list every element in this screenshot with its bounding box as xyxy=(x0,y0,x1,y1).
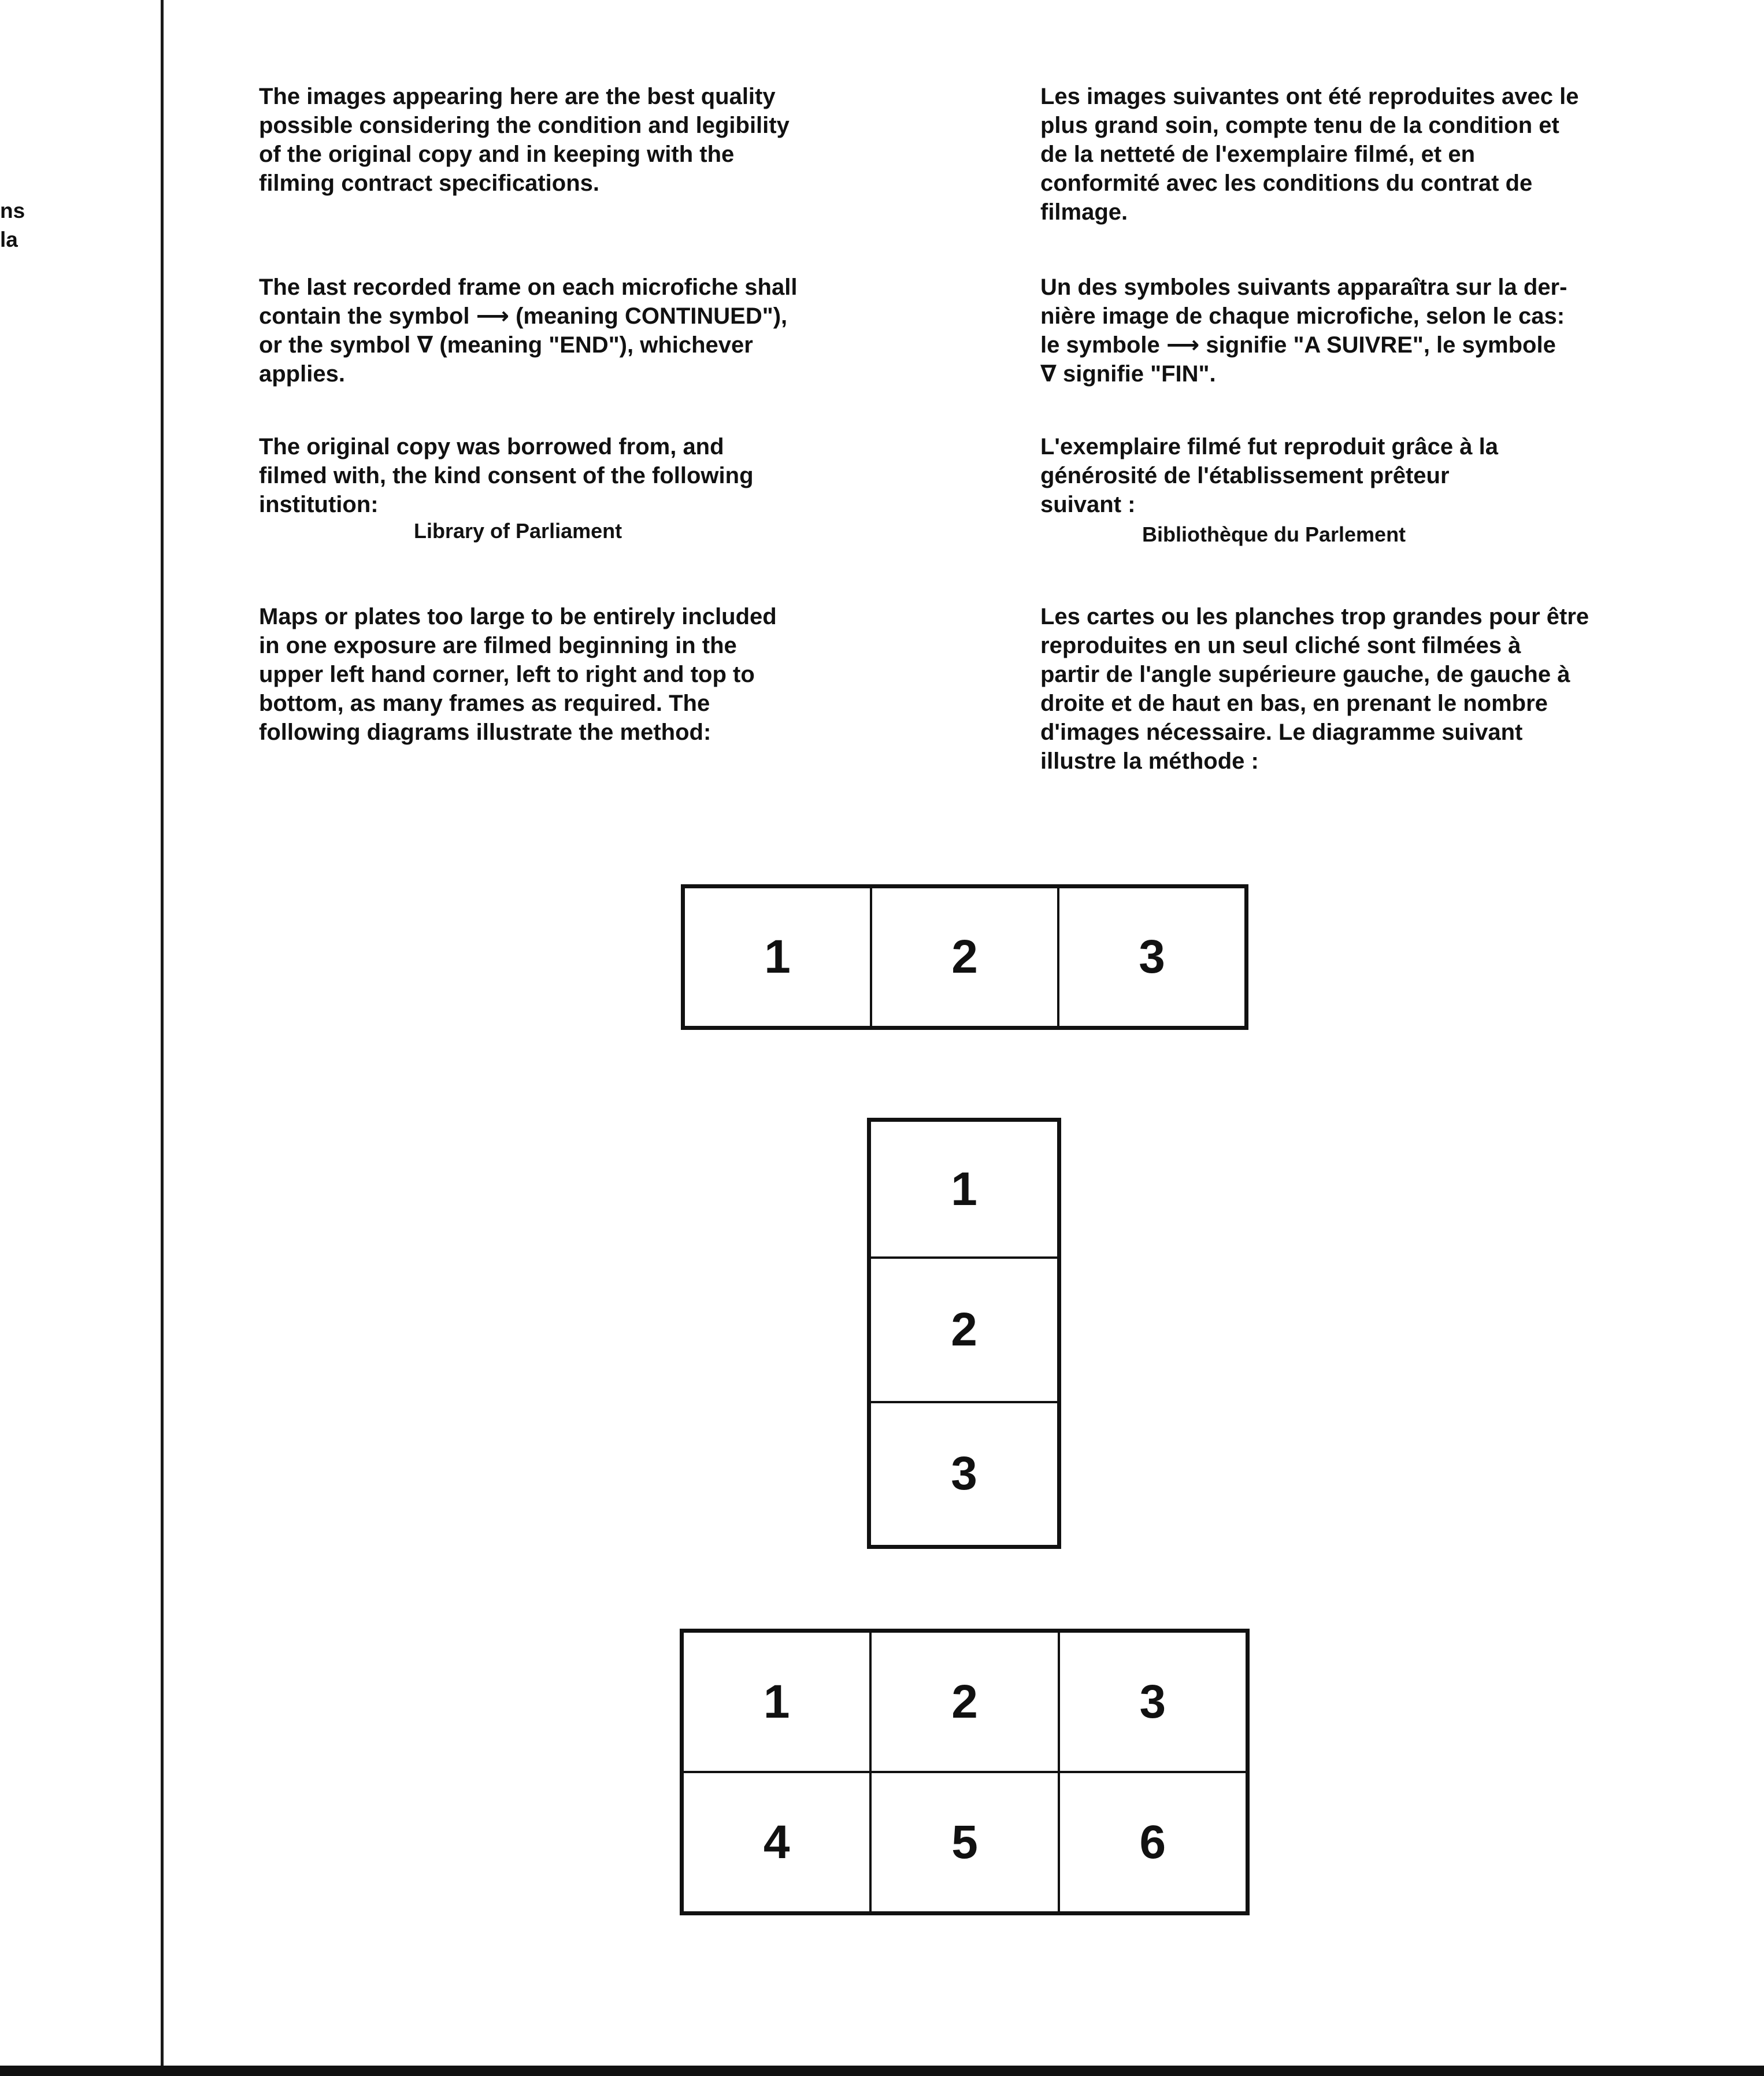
page-bottom-border xyxy=(0,2066,1764,2076)
frame-cell: 2 xyxy=(870,1632,1058,1772)
frame-cell: 1 xyxy=(683,1632,870,1772)
frame-cell: 1 xyxy=(870,1121,1058,1258)
frame-cell: 3 xyxy=(870,1402,1058,1546)
frame-cell: 2 xyxy=(870,1258,1058,1402)
english-lender-paragraph: The original copy was borrowed from, and filmed with, the kind consent of the following institution: xyxy=(259,434,754,517)
french-lender-paragraph: L'exemplaire filmé fut reproduit grâce à la générosité de l'établissement prêteur suivant : xyxy=(1040,434,1498,517)
frame-cell: 4 xyxy=(683,1772,870,1912)
left-edge-text-fragment: ns la xyxy=(0,199,25,251)
page-margin-line xyxy=(161,0,164,2066)
english-quality-paragraph: The images appearing here are the best quality possible considering the condition and legibility of the original copy and in keeping with the filming contract specifications. xyxy=(259,84,790,196)
french-quality-paragraph: Les images suivantes ont été reproduites avec le plus grand soin, compte tenu de la condition et de la netteté de l'exemplaire filmé, et en conformité avec les conditions du contrat de filmage. xyxy=(1040,84,1579,225)
frame-cell: 2 xyxy=(871,887,1058,1027)
french-institution: Bibliothèque du Parlement xyxy=(1142,522,1406,546)
frame-cell: 3 xyxy=(1059,1632,1247,1772)
frame-cell: 1 xyxy=(684,887,871,1027)
frame-cell: 5 xyxy=(870,1772,1058,1912)
english-maps-paragraph: Maps or plates too large to be entirely included in one exposure are filmed beginning in the upper left hand corner, left to right and top to bottom, as many frames as required. The following diagrams illustrate the method: xyxy=(259,604,777,745)
french-symbol-paragraph: Un des symboles suivants apparaîtra sur la der- nière image de chaque microfiche, selon le cas: le symbole ⟶ signifie "A SUIVRE", le symbole ∇ signifie "FIN". xyxy=(1040,275,1567,387)
diagram-column xyxy=(867,1118,1061,1549)
frame-cell: 6 xyxy=(1059,1772,1247,1912)
english-institution: Library of Parliament xyxy=(414,519,622,543)
english-symbol-paragraph: The last recorded frame on each microfiche shall contain the symbol ⟶ (meaning CONTINUED"), or the symbol ∇ (meaning "END"), whichever applies. xyxy=(259,275,798,387)
french-maps-paragraph: Les cartes ou les planches trop grandes pour être reproduites en un seul cliché sont filmées à partir de l'angle supérieure gauche, de gauche à droite et de haut en bas, en prenant le nombre d'images nécessaire. Le diagramme suivant illustre la méthode : xyxy=(1040,604,1589,774)
diagram-row xyxy=(681,884,1248,1030)
diagram-grid xyxy=(680,1629,1250,1915)
frame-cell: 3 xyxy=(1058,887,1246,1027)
